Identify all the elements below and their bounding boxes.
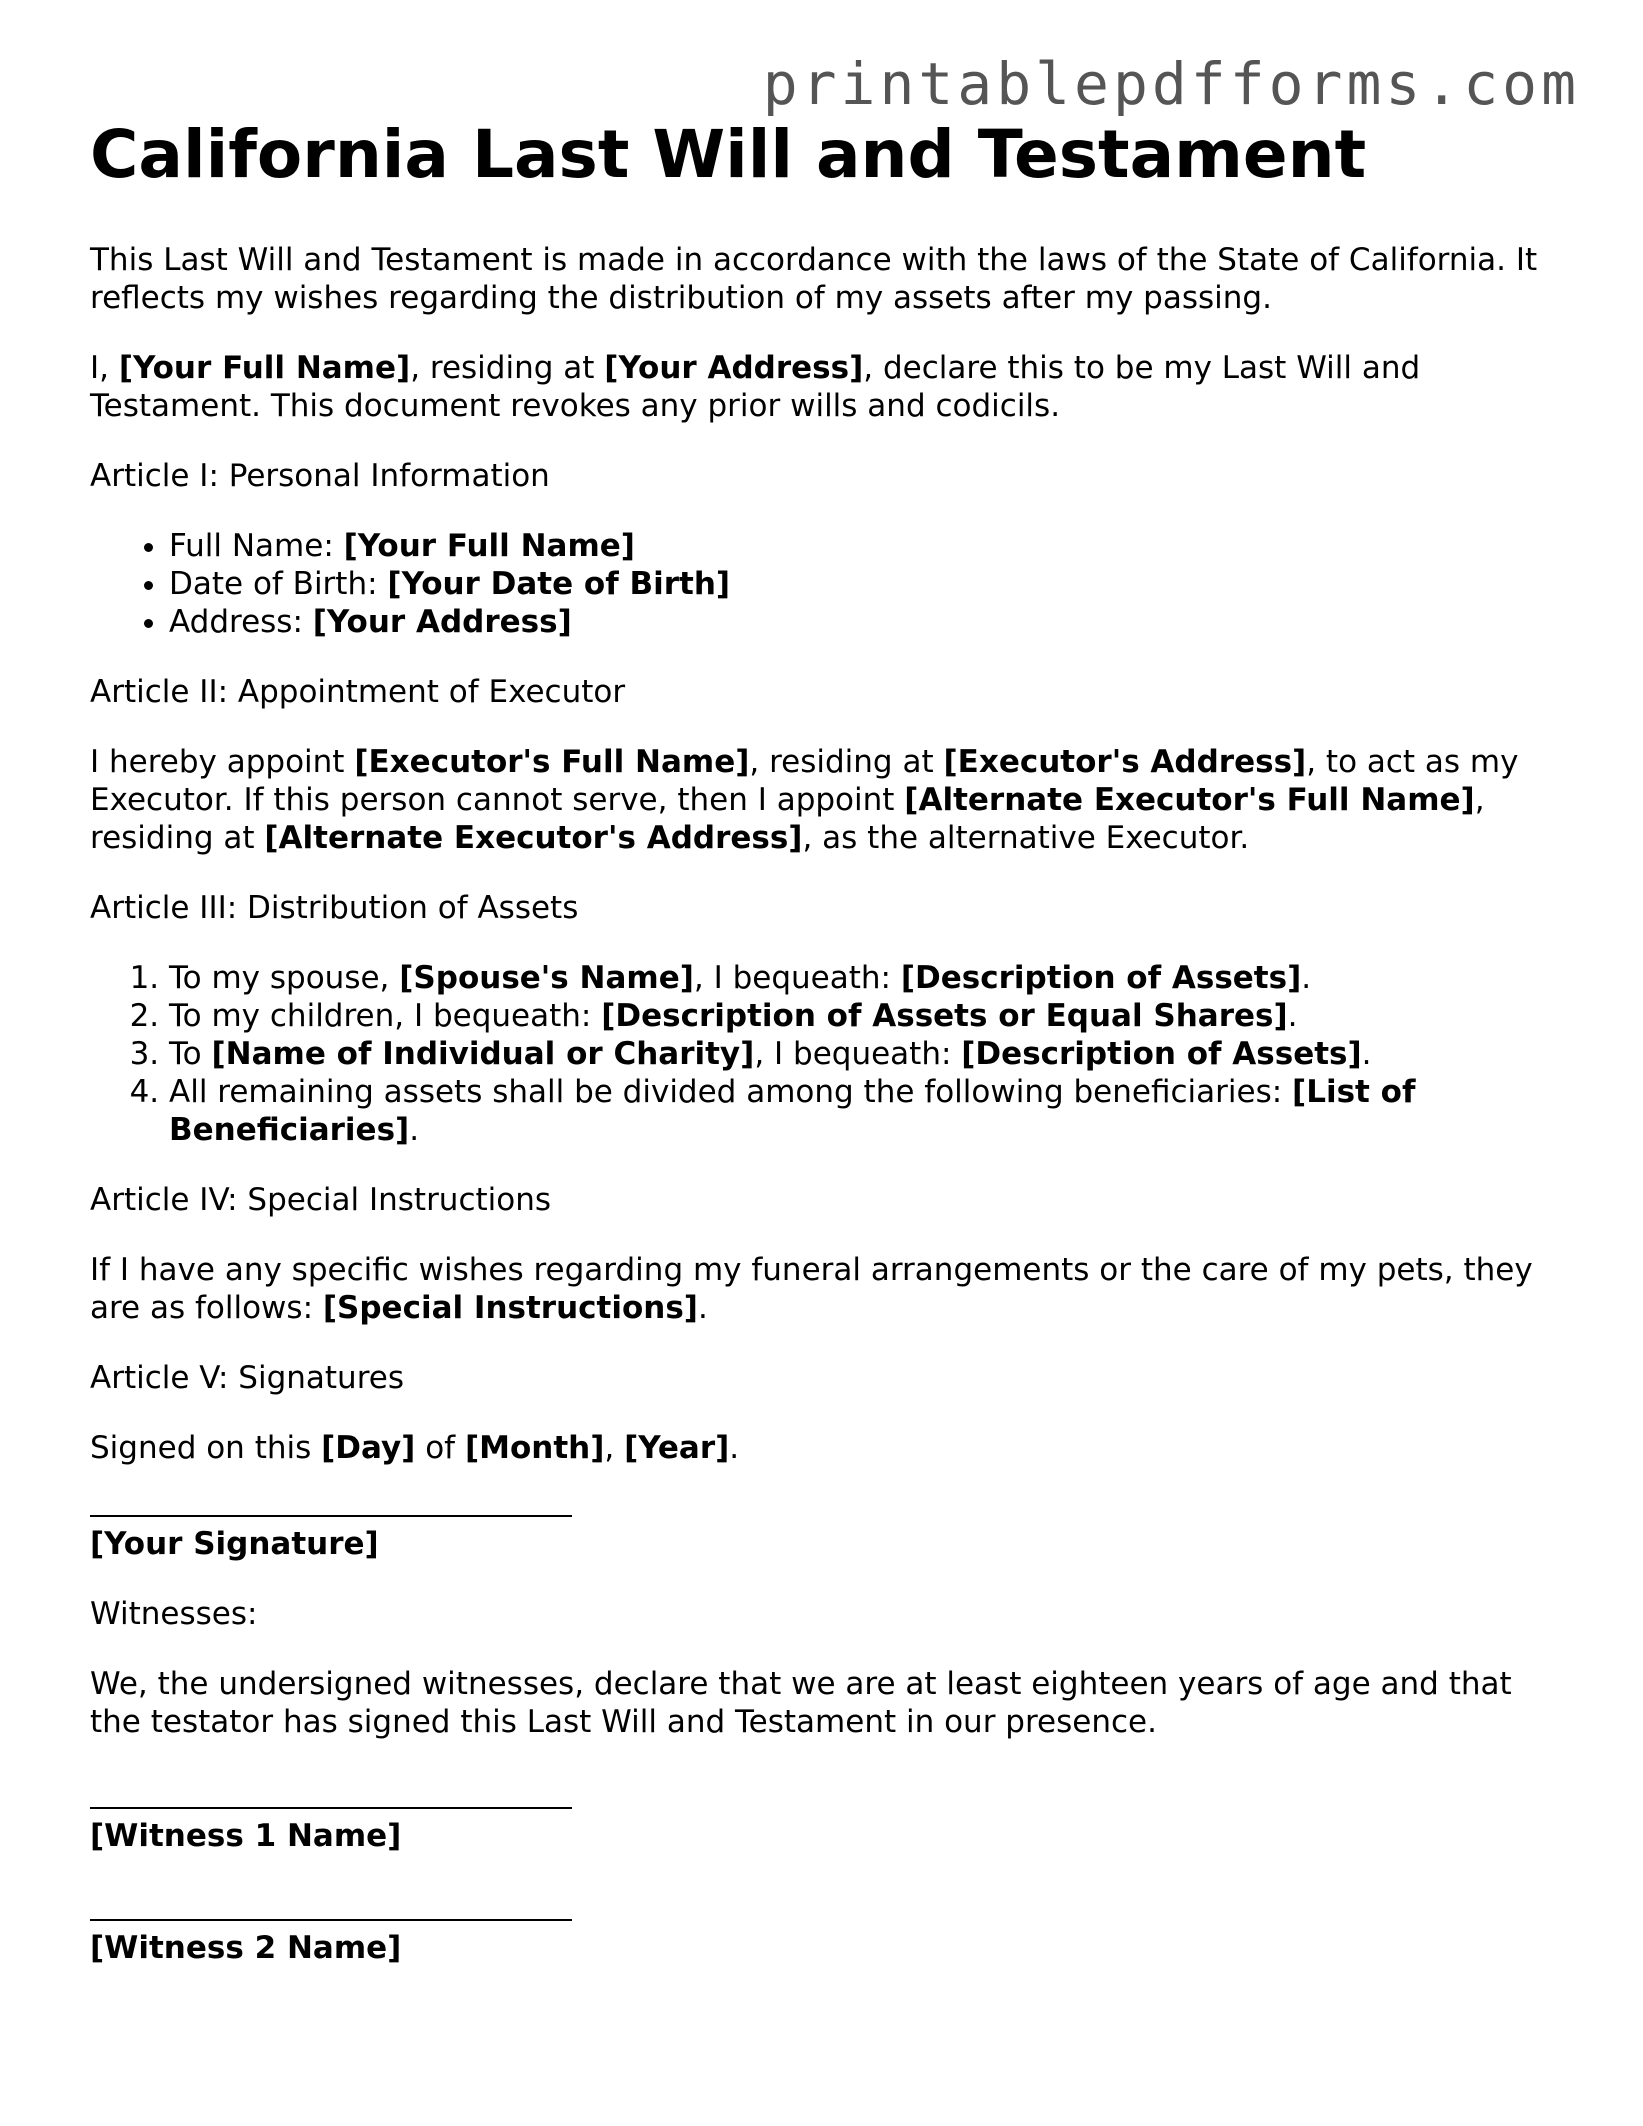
page-title: California Last Will and Testament [90, 116, 1367, 193]
list-item: 4. All remaining assets shall be divided among the following beneficiaries: [List of Beneficiaries]. [169, 1073, 1550, 1149]
witness-1-signature-line [90, 1807, 572, 1809]
article-2-heading: Article II: Appointment of Executor [90, 674, 626, 710]
list-item: • Full Name: [Your Full Name] [169, 527, 1550, 565]
testator-name-field: [Your Full Name] [118, 350, 411, 386]
intro-paragraph: This Last Will and Testament is made in accordance with the laws of the State of California. It reflects my wishes regarding the distribution of my assets after my passing. [90, 242, 1538, 316]
list-item: • Address: [Your Address] [169, 603, 1550, 641]
witness-2-label: [Witness 2 Name] [90, 1930, 402, 1966]
witnesses-heading: Witnesses: [90, 1596, 258, 1632]
declaration-paragraph: I, [Your Full Name], residing at [Your Address], declare this to be my Last Will and Testament. This document revokes any prior wills and codicils. [90, 350, 1421, 424]
witness-2-signature-line [90, 1919, 572, 1921]
witnesses-statement: We, the undersigned witnesses, declare that we are at least eighteen years of age and that the testator has signed this Last Will and Testament in our presence. [90, 1666, 1512, 1740]
article-1-heading: Article I: Personal Information [90, 458, 550, 494]
testator-signature-label: [Your Signature] [90, 1526, 379, 1562]
list-item: • Date of Birth: [Your Date of Birth] [169, 565, 1550, 603]
list-item: 2. To my children, I bequeath: [Description of Assets or Equal Shares]. [169, 997, 1550, 1035]
document-page [90, 115, 1550, 1967]
list-item: 1. To my spouse, [Spouse's Name], I bequeath: [Description of Assets]. [169, 959, 1550, 997]
list-item: 3. To [Name of Individual or Charity], I bequeath: [Description of Assets]. [169, 1035, 1550, 1073]
watermark: printablepdfforms.com [762, 50, 1580, 118]
signed-date-line: Signed on this [Day] of [Month], [Year]. [90, 1430, 740, 1466]
executor-paragraph: I hereby appoint [Executor's Full Name], residing at [Executor's Address], to act as my Executor. If this person cannot serve, then I appoint [Alternate Executor's Full Name], residing at [Alternate Executor's Address], as the alternative Executor. [90, 744, 1519, 856]
testator-address-field: [Your Address] [604, 350, 864, 386]
article-4-heading: Article IV: Special Instructions [90, 1182, 552, 1218]
article-3-heading: Article III: Distribution of Assets [90, 890, 579, 926]
witness-1-label: [Witness 1 Name] [90, 1818, 402, 1854]
distribution-list [90, 959, 1550, 1149]
special-instructions-paragraph: If I have any specific wishes regarding my funeral arrangements or the care of my pets, they are as follows: [Special Instructions]. [90, 1252, 1533, 1326]
article-5-heading: Article V: Signatures [90, 1360, 404, 1396]
personal-info-list [90, 527, 1550, 641]
testator-signature-line [90, 1515, 572, 1517]
